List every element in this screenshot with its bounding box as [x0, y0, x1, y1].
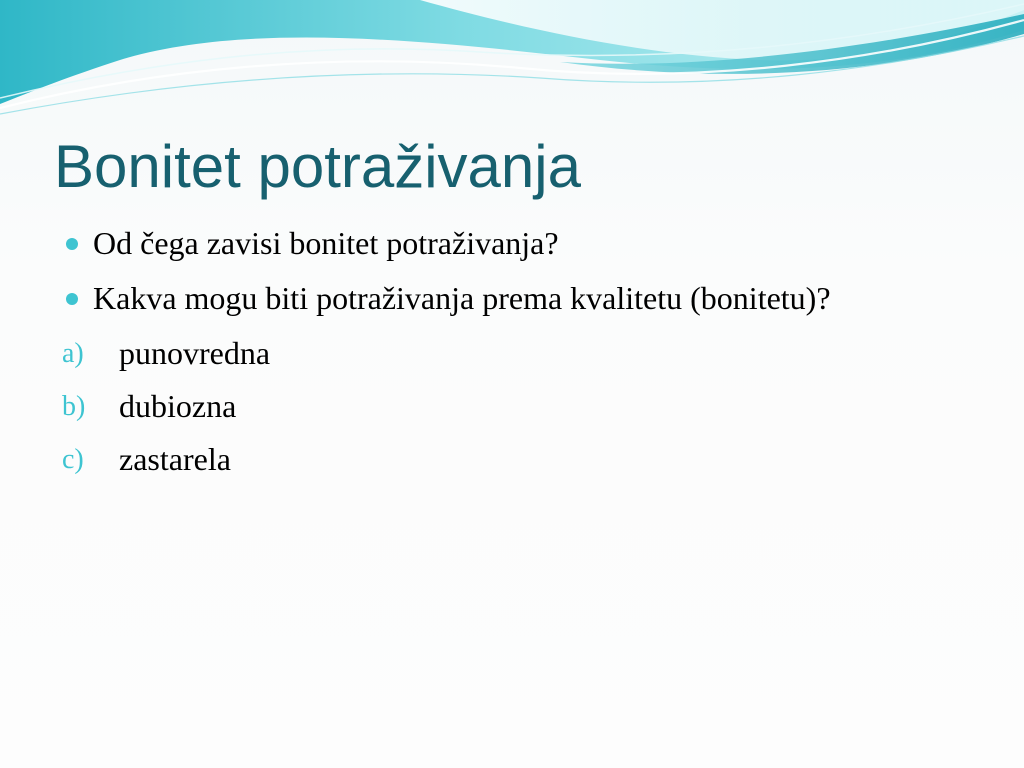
bullet-dot-icon [66, 238, 78, 250]
list-item [62, 332, 962, 374]
bullet-item [62, 277, 962, 319]
slide-body [62, 222, 962, 491]
list-item [62, 438, 962, 480]
bullet-item [62, 222, 962, 264]
bullet-dot-icon [66, 293, 78, 305]
bullet-text: Kakva mogu biti potraživanja prema kvalitetu (bonitetu)? [93, 280, 831, 316]
bullet-text: Od čega zavisi bonitet potraživanja? [93, 225, 559, 261]
list-marker: c) [62, 444, 84, 475]
slide-title: Bonitet potraživanja [54, 133, 581, 200]
list-marker: a) [62, 338, 84, 369]
list-item-text: zastarela [119, 441, 231, 477]
list-item [62, 385, 962, 427]
list-item-text: dubiozna [119, 388, 237, 424]
decorative-wave-header [0, 0, 1024, 130]
list-item-text: punovredna [119, 335, 271, 371]
list-marker: b) [62, 391, 86, 422]
